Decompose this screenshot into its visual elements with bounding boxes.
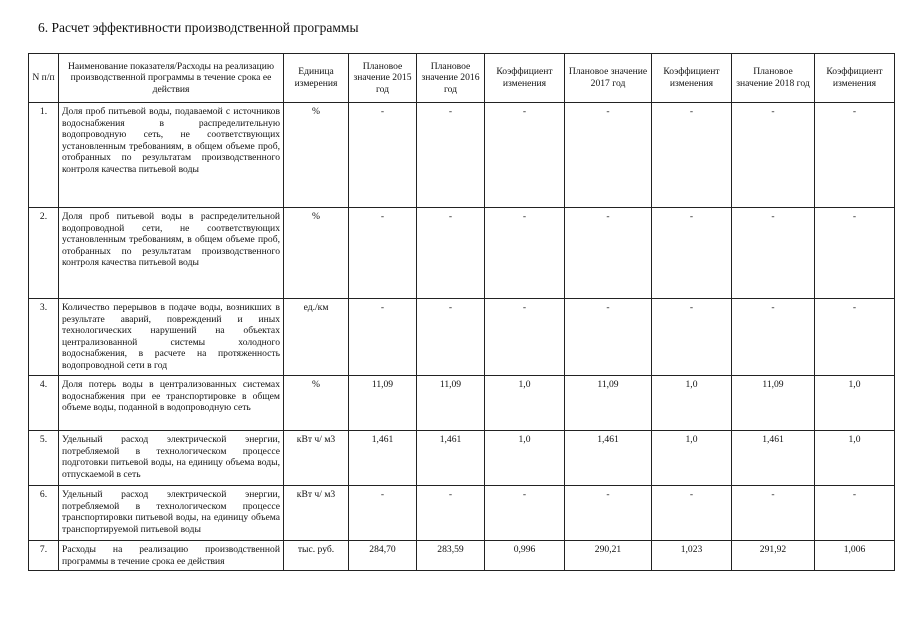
unit-cell: % bbox=[284, 103, 349, 208]
plan-2016-cell: 283,59 bbox=[417, 541, 485, 571]
column-header-coefficient-3: Коэффициент изменения bbox=[815, 54, 895, 103]
coefficient-2-cell: - bbox=[652, 486, 732, 541]
coefficient-1-cell: 1,0 bbox=[485, 431, 565, 486]
unit-cell: % bbox=[284, 376, 349, 431]
plan-2018-cell: 291,92 bbox=[732, 541, 815, 571]
coefficient-1-cell: - bbox=[485, 208, 565, 299]
plan-2017-cell: - bbox=[565, 299, 652, 376]
efficiency-table bbox=[28, 53, 895, 571]
column-header-plan-2015: Плановое значение 2015 год bbox=[349, 54, 417, 103]
indicator-name: Удельный расход электрической энергии, потребляемой в технологическом процессе подготовки питьевой воды, на единицу объема воды, отпускаемой в сеть bbox=[59, 431, 284, 486]
plan-2017-cell: 1,461 bbox=[565, 431, 652, 486]
plan-2015-cell: 284,70 bbox=[349, 541, 417, 571]
coefficient-3-cell: - bbox=[815, 486, 895, 541]
plan-2016-cell: - bbox=[417, 103, 485, 208]
row-number: 7. bbox=[29, 541, 59, 571]
coefficient-3-cell: - bbox=[815, 208, 895, 299]
table-row bbox=[29, 431, 895, 486]
indicator-name: Доля потерь воды в централизованных системах водоснабжения при ее транспортировке в общем объеме воды, поданной в водопроводную сеть bbox=[59, 376, 284, 431]
table-row bbox=[29, 376, 895, 431]
plan-2017-cell: 11,09 bbox=[565, 376, 652, 431]
plan-2016-cell: 1,461 bbox=[417, 431, 485, 486]
unit-cell: % bbox=[284, 208, 349, 299]
coefficient-1-cell: 1,0 bbox=[485, 376, 565, 431]
unit-cell: тыс. руб. bbox=[284, 541, 349, 571]
coefficient-2-cell: 1,0 bbox=[652, 376, 732, 431]
plan-2017-cell: - bbox=[565, 208, 652, 299]
plan-2015-cell: - bbox=[349, 486, 417, 541]
indicator-name: Количество перерывов в подаче воды, возникших в результате аварий, повреждений и иных технологических нарушений на объектах централизованной системы холодного водоснабжения, в расчете на протяженность водопроводной сети в год bbox=[59, 299, 284, 376]
plan-2015-cell: - bbox=[349, 103, 417, 208]
plan-2017-cell: - bbox=[565, 486, 652, 541]
row-number: 6. bbox=[29, 486, 59, 541]
plan-2017-cell: - bbox=[565, 103, 652, 208]
plan-2018-cell: - bbox=[732, 208, 815, 299]
row-number: 2. bbox=[29, 208, 59, 299]
table-row bbox=[29, 299, 895, 376]
table-row bbox=[29, 103, 895, 208]
column-header-indicator-name: Наименование показателя/Расходы на реализацию производственной программы в течение срока ее действия bbox=[59, 54, 284, 103]
plan-2018-cell: - bbox=[732, 299, 815, 376]
table-row bbox=[29, 541, 895, 571]
plan-2017-cell: 290,21 bbox=[565, 541, 652, 571]
indicator-name: Расходы на реализацию производственной программы в течение срока ее действия bbox=[59, 541, 284, 571]
plan-2015-cell: - bbox=[349, 299, 417, 376]
row-number: 4. bbox=[29, 376, 59, 431]
unit-cell: кВт ч/ м3 bbox=[284, 431, 349, 486]
row-number: 5. bbox=[29, 431, 59, 486]
unit-cell: кВт ч/ м3 bbox=[284, 486, 349, 541]
coefficient-1-cell: - bbox=[485, 299, 565, 376]
plan-2015-cell: 11,09 bbox=[349, 376, 417, 431]
column-header-plan-2017: Плановое значение 2017 год bbox=[565, 54, 652, 103]
coefficient-3-cell: 1,0 bbox=[815, 431, 895, 486]
row-number: 3. bbox=[29, 299, 59, 376]
coefficient-1-cell: 0,996 bbox=[485, 541, 565, 571]
table-row bbox=[29, 486, 895, 541]
plan-2016-cell: - bbox=[417, 299, 485, 376]
coefficient-3-cell: - bbox=[815, 103, 895, 208]
coefficient-2-cell: - bbox=[652, 103, 732, 208]
plan-2015-cell: 1,461 bbox=[349, 431, 417, 486]
plan-2016-cell: 11,09 bbox=[417, 376, 485, 431]
table-row bbox=[29, 208, 895, 299]
row-number: 1. bbox=[29, 103, 59, 208]
plan-2018-cell: - bbox=[732, 103, 815, 208]
table-header-row bbox=[29, 54, 895, 103]
coefficient-1-cell: - bbox=[485, 103, 565, 208]
coefficient-2-cell: - bbox=[652, 208, 732, 299]
column-header-plan-2016: Плановое значение 2016 год bbox=[417, 54, 485, 103]
plan-2018-cell: - bbox=[732, 486, 815, 541]
plan-2016-cell: - bbox=[417, 208, 485, 299]
coefficient-3-cell: 1,006 bbox=[815, 541, 895, 571]
indicator-name: Доля проб питьевой воды в распределительной водопроводной сети, не соответствующих установленным требованиям, в общем объеме проб, отобранных по результатам производственного контроля качества питьевой воды bbox=[59, 208, 284, 299]
column-header-plan-2018: Плановое значение 2018 год bbox=[732, 54, 815, 103]
coefficient-3-cell: 1,0 bbox=[815, 376, 895, 431]
plan-2015-cell: - bbox=[349, 208, 417, 299]
coefficient-2-cell: 1,0 bbox=[652, 431, 732, 486]
coefficient-3-cell: - bbox=[815, 299, 895, 376]
indicator-name: Доля проб питьевой воды, подаваемой с источников водоснабжения в распределительную водопроводную сеть, не соответствующих установленным требованиям, в общем объеме проб, отобранных по результатам производственного контроля качества питьевой воды bbox=[59, 103, 284, 208]
column-header-coefficient-2: Коэффициент изменения bbox=[652, 54, 732, 103]
column-header-unit: Единица измерения bbox=[284, 54, 349, 103]
indicator-name: Удельный расход электрической энергии, потребляемой в технологическом процессе транспортировки питьевой воды, на единицу объема транспортируемой питьевой воды bbox=[59, 486, 284, 541]
coefficient-1-cell: - bbox=[485, 486, 565, 541]
column-header-coefficient-1: Коэффициент изменения bbox=[485, 54, 565, 103]
plan-2018-cell: 1,461 bbox=[732, 431, 815, 486]
column-header-number: N п/п bbox=[29, 54, 59, 103]
page-title: 6. Расчет эффективности производственной программы bbox=[38, 20, 359, 35]
plan-2018-cell: 11,09 bbox=[732, 376, 815, 431]
coefficient-2-cell: - bbox=[652, 299, 732, 376]
coefficient-2-cell: 1,023 bbox=[652, 541, 732, 571]
unit-cell: ед./км bbox=[284, 299, 349, 376]
plan-2016-cell: - bbox=[417, 486, 485, 541]
